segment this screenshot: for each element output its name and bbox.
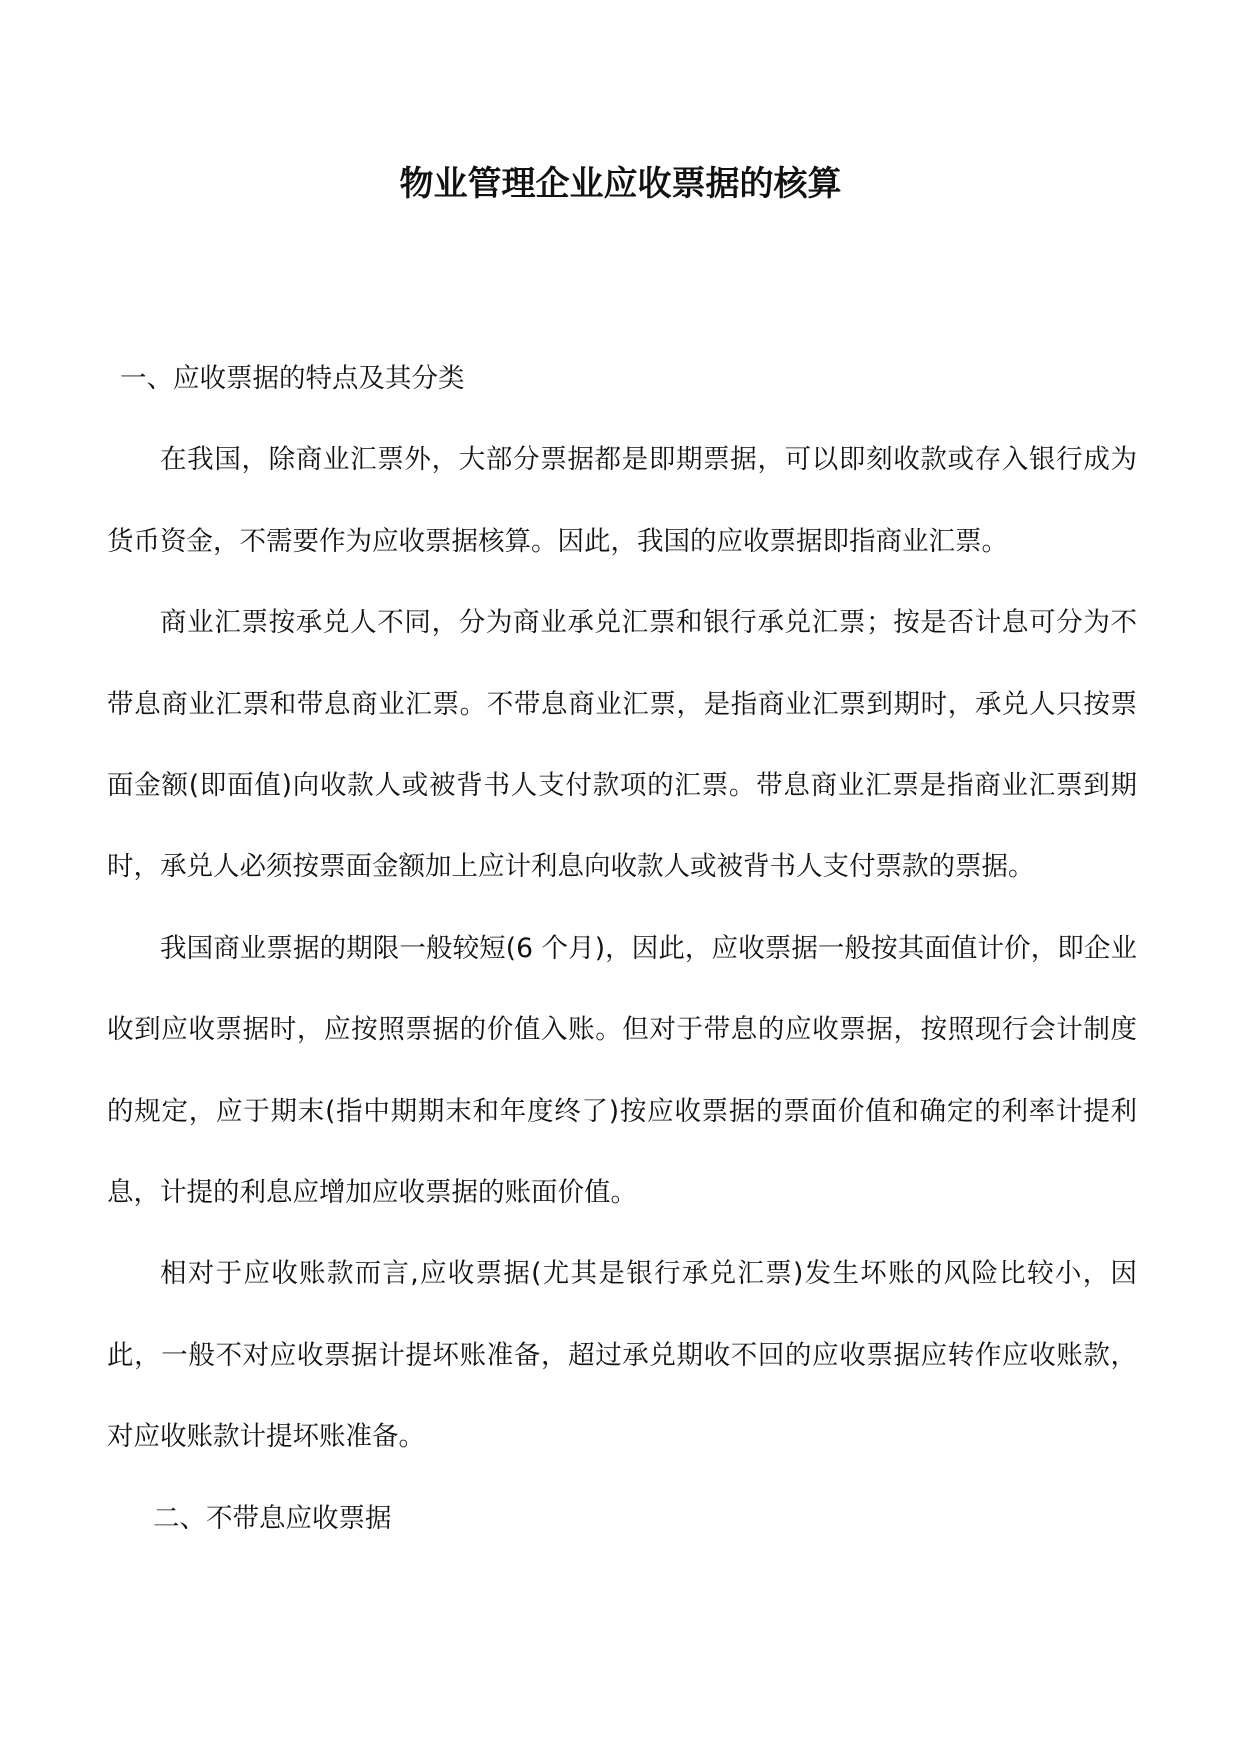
section-heading-2: 二、不带息应收票据 bbox=[153, 1502, 392, 1534]
paragraph-2: 商业汇票按承兑人不同，分为商业承兑汇票和银行承兑汇票；按是否计息可分为不带息商业汇票和带息商业汇票。不带息商业汇票，是指商业汇票到期时，承兑人只按票面金额(即面值)向收款人或被背书人支付款项的汇票。带息商业汇票是指商业汇票到期时，承兑人必须按票面金额加上应计利息向收款人或被背书人支付票款的票据。 bbox=[107, 607, 1137, 883]
paragraph-1: 在我国，除商业汇票外，大部分票据都是即期票据，可以即刻收款或存入银行成为货币资金，不需要作为应收票据核算。因此，我国的应收票据即指商业汇票。 bbox=[107, 444, 1137, 557]
document-title: 物业管理企业应收票据的核算 bbox=[399, 164, 842, 204]
document-body bbox=[107, 338, 1137, 1559]
section-heading-1: 一、应收票据的特点及其分类 bbox=[120, 363, 465, 394]
paragraph-4: 相对于应收账款而言,应收票据(尤其是银行承兑汇票)发生坏账的风险比较小，因此，一般不对应收票据计提坏账准备，超过承兑期收不回的应收票据应转作应收账款，对应收账款计提坏账准备。 bbox=[107, 1258, 1137, 1453]
paragraph-3: 我国商业票据的期限一般较短(6 个月)，因此，应收票据一般按其面值计价，即企业收到应收票据时，应按照票据的价值入账。但对于带息的应收票据，按照现行会计制度的规定，应于期末(指中期期末和年度终了)按应收票据的票面价值和确定的利率计提利息，计提的利息应增加应收票据的账面价值。 bbox=[107, 932, 1137, 1209]
